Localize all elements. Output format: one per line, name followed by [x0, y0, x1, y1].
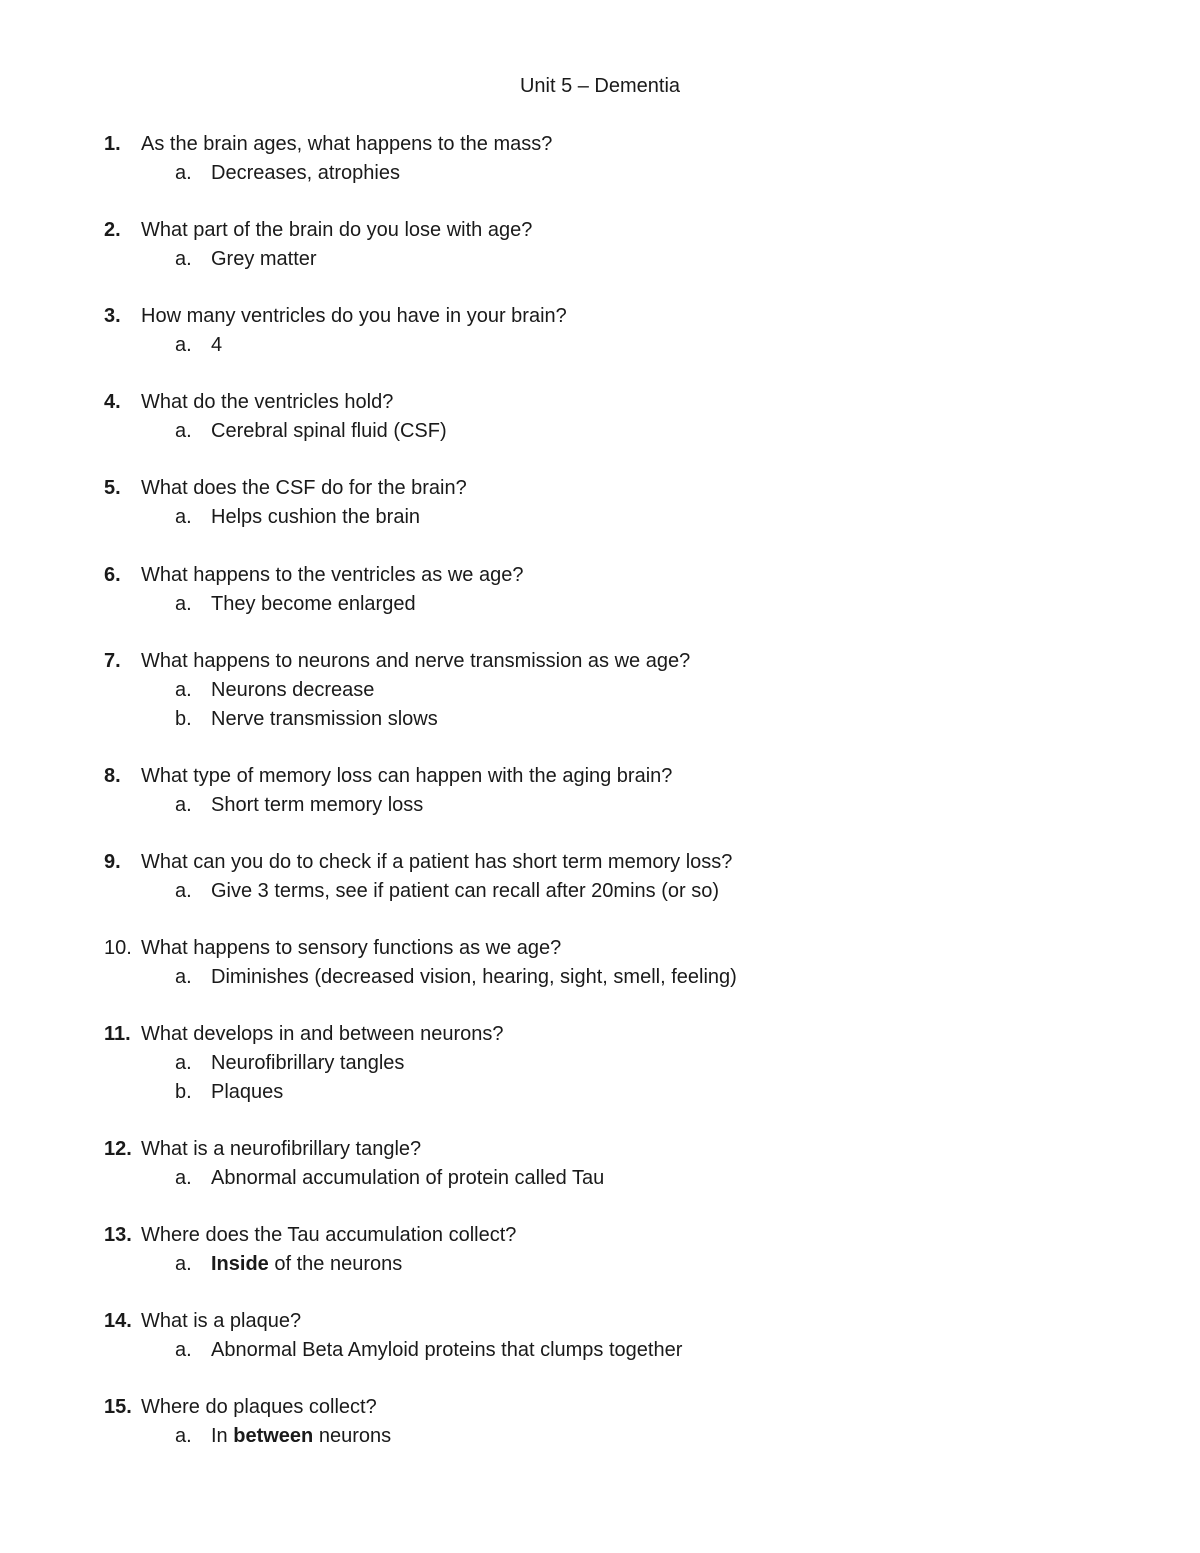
answer-row [0, 245, 1200, 274]
question-number: 10. [104, 937, 132, 959]
answer-letter: a. [175, 1425, 192, 1447]
question-number: 4. [104, 391, 121, 413]
question-number: 13. [104, 1224, 132, 1246]
question-text: What part of the brain do you lose with age? [141, 219, 533, 241]
answer-text-part: Cerebral spinal fluid (CSF) [211, 420, 447, 442]
answer-text-part: Short term memory loss [211, 794, 424, 816]
question-number: 3. [104, 305, 121, 327]
question-block [0, 1221, 1200, 1279]
answer-row [0, 676, 1200, 705]
question-block [0, 934, 1200, 992]
answer-text [211, 877, 719, 906]
question-number: 12. [104, 1138, 132, 1160]
question-text: What do the ventricles hold? [141, 391, 394, 413]
answer-text-part: Abnormal Beta Amyloid proteins that clumps together [211, 1339, 683, 1361]
question-row [0, 1221, 1200, 1250]
question-text: What happens to neurons and nerve transmission as we age? [141, 650, 691, 672]
answer-row [0, 963, 1200, 992]
answer-text-part: Decreases, atrophies [211, 162, 400, 184]
answer-letter: b. [175, 708, 192, 730]
question-block [0, 216, 1200, 274]
question-row [0, 474, 1200, 503]
answer-text-part: Neurofibrillary tangles [211, 1052, 405, 1074]
question-row [0, 762, 1200, 791]
answer-letter: a. [175, 248, 192, 270]
question-text: What can you do to check if a patient has short term memory loss? [141, 851, 733, 873]
document-title: Unit 5 – Dementia [519, 75, 681, 97]
question-row [0, 216, 1200, 245]
answer-row [0, 705, 1200, 734]
answer-letter: a. [175, 880, 192, 902]
question-block [0, 1135, 1200, 1193]
answer-row [0, 503, 1200, 532]
question-number: 7. [104, 650, 121, 672]
answer-text-part: Helps cushion the brain [211, 506, 421, 528]
answer-letter: b. [175, 1081, 192, 1103]
answer-text [211, 963, 737, 992]
answer-text [211, 1078, 283, 1107]
answer-letter: a. [175, 1167, 192, 1189]
answer-text [211, 1250, 402, 1279]
answer-text-part: Abnormal accumulation of protein called Tau [211, 1167, 605, 1189]
question-number: 9. [104, 851, 121, 873]
answer-text [211, 1164, 604, 1193]
answer-text-part: Grey matter [211, 248, 317, 270]
answer-text [211, 791, 423, 820]
answer-text-part: Diminishes (decreased vision, hearing, sight, smell, feeling) [211, 966, 737, 988]
answer-text-part: neurons [313, 1425, 392, 1447]
question-block [0, 561, 1200, 619]
question-text: What type of memory loss can happen with the aging brain? [141, 765, 673, 787]
answer-row [0, 1164, 1200, 1193]
answer-letter: a. [175, 1253, 192, 1275]
answer-text [211, 1422, 391, 1451]
answer-letter: a. [175, 162, 192, 184]
question-row [0, 1307, 1200, 1336]
answer-text-part: Nerve transmission slows [211, 708, 438, 730]
answer-text-part: of the neurons [268, 1253, 403, 1275]
question-block [0, 1020, 1200, 1107]
answer-emphasis: Inside [211, 1253, 269, 1275]
answer-letter: a. [175, 420, 192, 442]
question-row [0, 1135, 1200, 1164]
answer-text-part: Neurons decrease [211, 679, 375, 701]
answer-row [0, 877, 1200, 906]
answer-row [0, 417, 1200, 446]
answer-text [211, 705, 438, 734]
answer-text-part: Plaques [211, 1081, 284, 1103]
question-number: 15. [104, 1396, 132, 1418]
question-text: What happens to sensory functions as we age? [141, 937, 562, 959]
question-text: As the brain ages, what happens to the mass? [141, 133, 553, 155]
answer-text-part: They become enlarged [211, 593, 416, 615]
question-block [0, 388, 1200, 446]
question-row [0, 388, 1200, 417]
question-text: What develops in and between neurons? [141, 1023, 504, 1045]
question-block [0, 1393, 1200, 1451]
question-number: 6. [104, 564, 121, 586]
question-text: Where do plaques collect? [141, 1396, 377, 1418]
question-block [0, 474, 1200, 532]
question-block [0, 762, 1200, 820]
question-text: What is a plaque? [141, 1310, 302, 1332]
answer-text [211, 417, 447, 446]
question-text: What does the CSF do for the brain? [141, 477, 467, 499]
answer-row [0, 791, 1200, 820]
answer-text [211, 1336, 682, 1365]
answer-letter: a. [175, 334, 192, 356]
answer-row [0, 159, 1200, 188]
answer-row [0, 1250, 1200, 1279]
answer-letter: a. [175, 593, 192, 615]
answer-text [211, 503, 420, 532]
question-block [0, 1307, 1200, 1365]
question-text: How many ventricles do you have in your brain? [141, 305, 567, 327]
question-row [0, 302, 1200, 331]
question-text: Where does the Tau accumulation collect? [141, 1224, 517, 1246]
question-text: What happens to the ventricles as we age? [141, 564, 524, 586]
answer-letter: a. [175, 966, 192, 988]
question-number: 11. [104, 1023, 131, 1045]
answer-letter: a. [175, 679, 192, 701]
question-block [0, 130, 1200, 188]
answer-text-part: 4 [211, 334, 223, 356]
answer-row [0, 1336, 1200, 1365]
question-row [0, 130, 1200, 159]
question-number: 1. [104, 133, 121, 155]
question-block [0, 848, 1200, 906]
question-number: 8. [104, 765, 121, 787]
answer-row [0, 590, 1200, 619]
question-number: 2. [104, 219, 121, 241]
answer-emphasis: between [233, 1425, 314, 1447]
answer-row [0, 1078, 1200, 1107]
answer-row [0, 1049, 1200, 1078]
question-number: 14. [104, 1310, 132, 1332]
answer-text-part: In [211, 1425, 234, 1447]
question-row [0, 848, 1200, 877]
answer-text [211, 331, 222, 360]
answer-letter: a. [175, 794, 192, 816]
answer-row [0, 1422, 1200, 1451]
question-row [0, 1020, 1200, 1049]
answer-text [211, 676, 374, 705]
question-row [0, 934, 1200, 963]
answer-text [211, 245, 317, 274]
question-block [0, 647, 1200, 734]
answer-letter: a. [175, 506, 192, 528]
question-text: What is a neurofibrillary tangle? [141, 1138, 422, 1160]
question-block [0, 302, 1200, 360]
answer-text [211, 590, 416, 619]
answer-letter: a. [175, 1339, 192, 1361]
answer-text-part: Give 3 terms, see if patient can recall after 20mins (or so) [211, 880, 719, 902]
answer-row [0, 331, 1200, 360]
question-row [0, 1393, 1200, 1422]
question-number: 5. [104, 477, 121, 499]
question-row [0, 561, 1200, 590]
question-row [0, 647, 1200, 676]
answer-text [211, 159, 400, 188]
answer-letter: a. [175, 1052, 192, 1074]
answer-text [211, 1049, 404, 1078]
